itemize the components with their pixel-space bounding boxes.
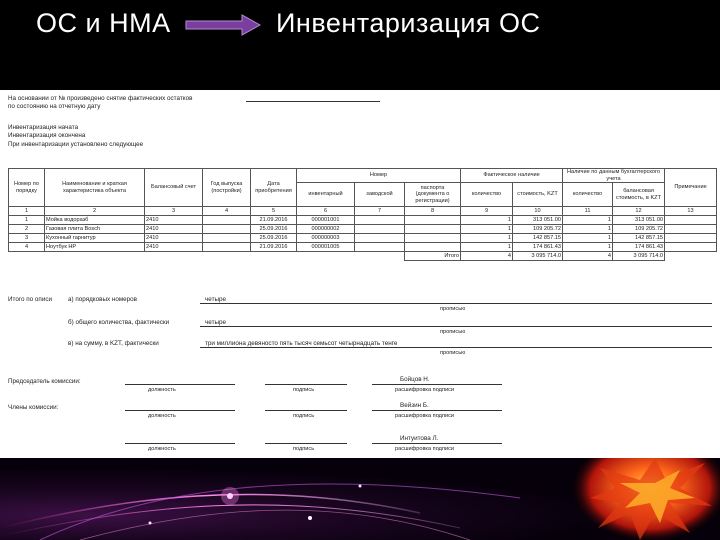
th-year: Год выпуска (постройки): [203, 169, 251, 207]
chair-signature-caption: подпись: [293, 387, 315, 393]
member1-signature-line: [265, 410, 347, 411]
cell-pas: [405, 234, 461, 243]
th-book-group: Наличие по данным бухгалтерского учета: [563, 169, 665, 183]
cell-inv: 000000002: [297, 225, 355, 234]
cell-bcost: 142 857.15: [613, 234, 665, 243]
cell-name: Газовая плита Bosch: [45, 225, 145, 234]
cell-n: 4: [9, 243, 45, 252]
cell-inv: 000001001: [297, 216, 355, 225]
th-name: Наименование и краткая характеристика объекта: [45, 169, 145, 207]
cell-inv: 000000003: [297, 234, 355, 243]
cell-name: Ноутбук HP: [45, 243, 145, 252]
summary-c-caption: прописью: [440, 350, 466, 356]
summary-a-underline: [200, 303, 712, 304]
chair-decode-caption: расшифровка подписи: [395, 387, 455, 393]
total-label: Итого: [405, 252, 461, 261]
th-number-group: Номер: [297, 169, 461, 183]
cell-inv: 000001005: [297, 243, 355, 252]
th-order: Номер по порядку: [9, 169, 45, 207]
col-num: 4: [203, 207, 251, 216]
cell-bq: 1: [563, 225, 613, 234]
cell-year: [203, 216, 251, 225]
col-num: 7: [355, 207, 405, 216]
member2-decode-caption: расшифровка подписи: [395, 446, 455, 452]
col-num: 9: [461, 207, 513, 216]
member2-signature-line: [265, 443, 347, 444]
cell-cost: 109 205.72: [513, 225, 563, 234]
summary-b-label: б) общего количества, фактически: [68, 319, 170, 326]
cell-bcost: 109 205.72: [613, 225, 665, 234]
member2-signature-caption: подпись: [293, 446, 315, 452]
cell-cost: 142 857.15: [513, 234, 563, 243]
col-num: 2: [45, 207, 145, 216]
summary-a-value: четыре: [205, 296, 226, 303]
col-num: 10: [513, 207, 563, 216]
inventory-table: [8, 168, 717, 261]
th-date: Дата приобретения: [251, 169, 297, 207]
th-fact-qty: количество: [461, 183, 513, 207]
cell-bcost: 174 861.43: [613, 243, 665, 252]
cell-date: 25.09.2016: [251, 225, 297, 234]
table-row: [9, 243, 717, 252]
cell-acc: 2410: [145, 234, 203, 243]
cell-bcost: 313 051.00: [613, 216, 665, 225]
decorative-footer: [0, 458, 720, 540]
cell-cost: 174 861.43: [513, 243, 563, 252]
summary-c-value: три миллиона девяносто пять тысяч семьсот четырнадцать тенге: [205, 340, 398, 347]
chair-signature-line: [265, 384, 347, 385]
th-note: Примечание: [665, 169, 717, 207]
doc-end-line: Инвентаризация окончена: [8, 132, 86, 139]
slide-title-right: Инвентаризация ОС: [276, 8, 541, 38]
table-row: [9, 225, 717, 234]
cell-year: [203, 225, 251, 234]
th-book-cost: балансовая стоимость, в KZT: [613, 183, 665, 207]
th-account: Балансовый счет: [145, 169, 203, 207]
chair-decode-line: [372, 384, 502, 385]
summary-title: Итого по описи: [8, 296, 53, 303]
cell-pas: [405, 243, 461, 252]
cell-acc: 2410: [145, 225, 203, 234]
cell-zav: [355, 216, 405, 225]
col-num: 13: [665, 207, 717, 216]
cell-n: 3: [9, 234, 45, 243]
cell-n: 1: [9, 216, 45, 225]
cell-n: 2: [9, 225, 45, 234]
summary-c-underline: [200, 347, 712, 348]
col-num: 1: [9, 207, 45, 216]
cell-q: 1: [461, 216, 513, 225]
basis-underline: [246, 101, 380, 102]
cell-zav: [355, 225, 405, 234]
doc-start-line: Инвентаризация начата: [8, 124, 79, 131]
th-book-qty: количество: [563, 183, 613, 207]
cell-bq: 1: [563, 243, 613, 252]
chair-position-caption: должность: [148, 387, 176, 393]
cell-year: [203, 234, 251, 243]
col-num: 12: [613, 207, 665, 216]
inventory-document: [0, 90, 720, 458]
member1-name: Вейзин Б.: [400, 402, 429, 409]
th-passport: паспорта (документа о регистрации): [405, 183, 461, 207]
chair-name: Бойцов Н.: [400, 376, 430, 383]
summary-c-label: в) на сумму, в KZT, фактически: [68, 340, 159, 347]
member1-decode-line: [372, 410, 502, 411]
th-inventory: инвентарный: [297, 183, 355, 207]
summary-b-underline: [200, 326, 712, 327]
chair-position-line: [125, 384, 235, 385]
slide-header: [0, 0, 720, 90]
abstract-light-decoration: [0, 458, 720, 540]
doc-found-line: При инвентаризации установлено следующее: [8, 141, 144, 148]
member2-decode-line: [372, 443, 502, 444]
cell-date: 25.09.2016: [251, 234, 297, 243]
cell-q: 1: [461, 225, 513, 234]
col-num: 8: [405, 207, 461, 216]
th-factory: заводской: [355, 183, 405, 207]
cell-name: Мойка водоразб: [45, 216, 145, 225]
col-num: 3: [145, 207, 203, 216]
cell-note: [665, 225, 717, 234]
member2-name: Интуитова Л.: [400, 435, 439, 442]
cell-pas: [405, 216, 461, 225]
cell-q: 1: [461, 234, 513, 243]
doc-date-line: по состоянию на отчетную дату: [8, 103, 101, 110]
member1-position-caption: должность: [148, 413, 176, 419]
table-row: [9, 234, 717, 243]
member2-position-caption: должность: [148, 446, 176, 452]
total-book-qty: 4: [563, 252, 613, 261]
table-row: [9, 216, 717, 225]
total-book-cost: 3 095 714.0: [613, 252, 665, 261]
cell-cost: 313 051.00: [513, 216, 563, 225]
slide-title-left: ОС и НМА: [36, 8, 171, 38]
th-fact-group: Фактическое наличие: [461, 169, 563, 183]
chair-label: Председатель комиссии:: [8, 378, 81, 385]
cell-zav: [355, 234, 405, 243]
col-num: 5: [251, 207, 297, 216]
member2-position-line: [125, 443, 235, 444]
doc-basis-line: На основании от № произведено снятие фактических остатков: [8, 95, 193, 102]
cell-acc: 2410: [145, 243, 203, 252]
cell-date: 21.09.2016: [251, 216, 297, 225]
cell-bq: 1: [563, 216, 613, 225]
table-total-row: [9, 252, 717, 261]
col-num: 6: [297, 207, 355, 216]
th-fact-cost: стоимость, KZT: [513, 183, 563, 207]
cell-note: [665, 243, 717, 252]
cell-acc: 2410: [145, 216, 203, 225]
total-qty: 4: [461, 252, 513, 261]
col-num: 11: [563, 207, 613, 216]
summary-a-label: а) порядковых номеров: [68, 296, 138, 303]
cell-note: [665, 234, 717, 243]
summary-b-value: четыре: [205, 319, 226, 326]
members-label: Члены комиссии:: [8, 404, 59, 411]
member1-signature-caption: подпись: [293, 413, 315, 419]
member1-position-line: [125, 410, 235, 411]
cell-name: Кухонный гарнитур: [45, 234, 145, 243]
right-arrow-icon: [184, 14, 262, 36]
cell-q: 1: [461, 243, 513, 252]
cell-note: [665, 216, 717, 225]
cell-bq: 1: [563, 234, 613, 243]
cell-zav: [355, 243, 405, 252]
summary-b-caption: прописью: [440, 329, 466, 335]
cell-year: [203, 243, 251, 252]
total-cost: 3 095 714.0: [513, 252, 563, 261]
cell-date: 21.09.2016: [251, 243, 297, 252]
cell-pas: [405, 225, 461, 234]
summary-a-caption: прописью: [440, 306, 466, 312]
member1-decode-caption: расшифровка подписи: [395, 413, 455, 419]
